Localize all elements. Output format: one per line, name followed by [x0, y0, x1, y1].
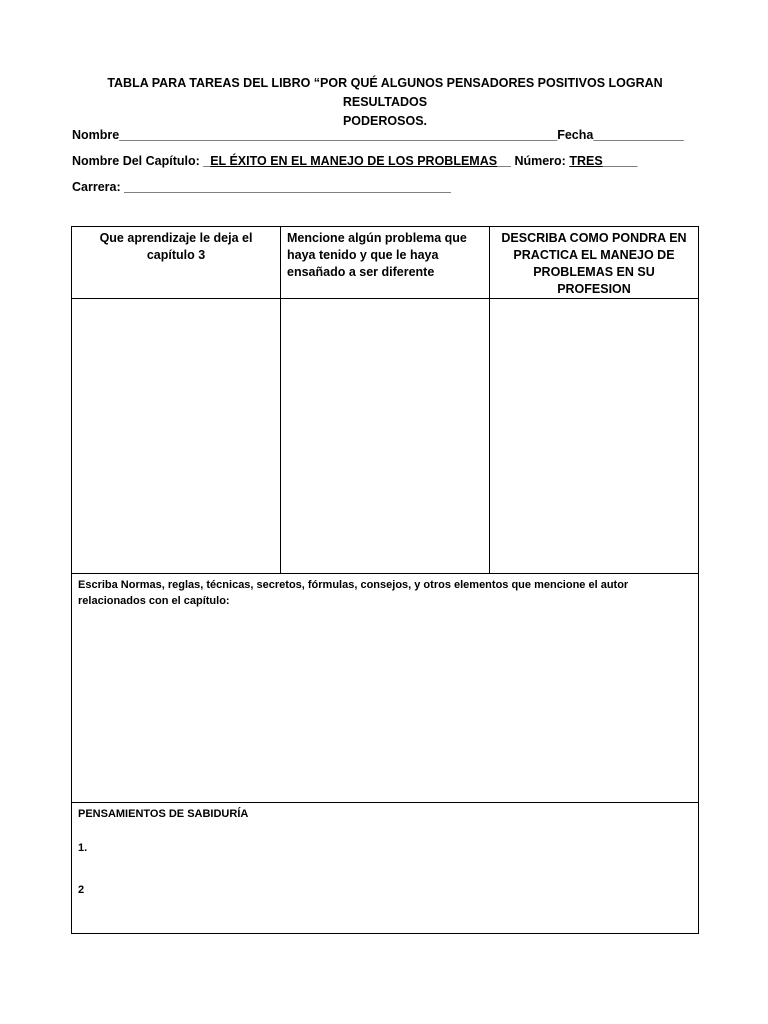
answer-row — [72, 299, 699, 574]
title-line-2: PODEROSOS. — [342, 114, 428, 128]
carrera-blank[interactable]: _______________________________________________ — [124, 180, 451, 194]
capitulo-post: __ — [497, 154, 511, 168]
header-aprendizaje: Que aprendizaje le deja el capítulo 3 — [72, 227, 281, 299]
fecha-blank[interactable]: _____________ — [593, 128, 684, 142]
pensamiento-item-2: 2 — [78, 884, 85, 896]
fecha-label: Fecha — [557, 128, 594, 142]
header-row — [72, 227, 699, 299]
capitulo-value[interactable]: EL ÉXITO EN EL MANEJO DE LOS PROBLEMAS — [210, 154, 498, 168]
header-profesion: DESCRIBA COMO PONDRA EN PRACTICA EL MANEJO DE PROBLEMAS EN SU PROFESION — [490, 227, 699, 299]
pensamientos-cell[interactable] — [72, 803, 699, 934]
normas-cell[interactable] — [72, 574, 699, 803]
numero-label: Número: — [510, 154, 570, 168]
nombre-fecha-line — [72, 127, 684, 143]
answer-problema-cell[interactable] — [281, 299, 490, 574]
document-title — [72, 74, 698, 131]
normas-label: Escriba Normas, reglas, técnicas, secretos, fórmulas, consejos, y otros elementos que mencione el autor relacionados con el capítulo: — [78, 579, 629, 607]
pensamientos-row — [72, 803, 699, 934]
capitulo-label: Nombre Del Capítulo: — [72, 154, 204, 168]
pensamientos-label: PENSAMIENTOS DE SABIDURÍA — [78, 808, 249, 820]
answer-profesion-cell[interactable] — [490, 299, 699, 574]
carrera-line — [72, 179, 451, 195]
pensamiento-item-1: 1. — [78, 842, 88, 854]
numero-post: _____ — [602, 154, 638, 168]
normas-row — [72, 574, 699, 803]
numero-value[interactable]: TRES — [569, 154, 603, 168]
capitulo-line — [72, 153, 637, 169]
header-problema: Mencione algún problema que haya tenido y que le haya ensañado a ser diferente — [281, 227, 490, 299]
title-line-1: TABLA PARA TAREAS DEL LIBRO “POR QUÉ ALGUNOS PENSADORES POSITIVOS LOGRAN RESULTADOS — [107, 76, 663, 109]
carrera-label: Carrera: — [72, 180, 125, 194]
capitulo-pre: _ — [203, 154, 211, 168]
assignment-table — [71, 226, 699, 934]
nombre-blank[interactable]: _______________________________________________________________ — [119, 128, 558, 142]
nombre-label: Nombre — [72, 128, 120, 142]
answer-aprendizaje-cell[interactable] — [72, 299, 281, 574]
